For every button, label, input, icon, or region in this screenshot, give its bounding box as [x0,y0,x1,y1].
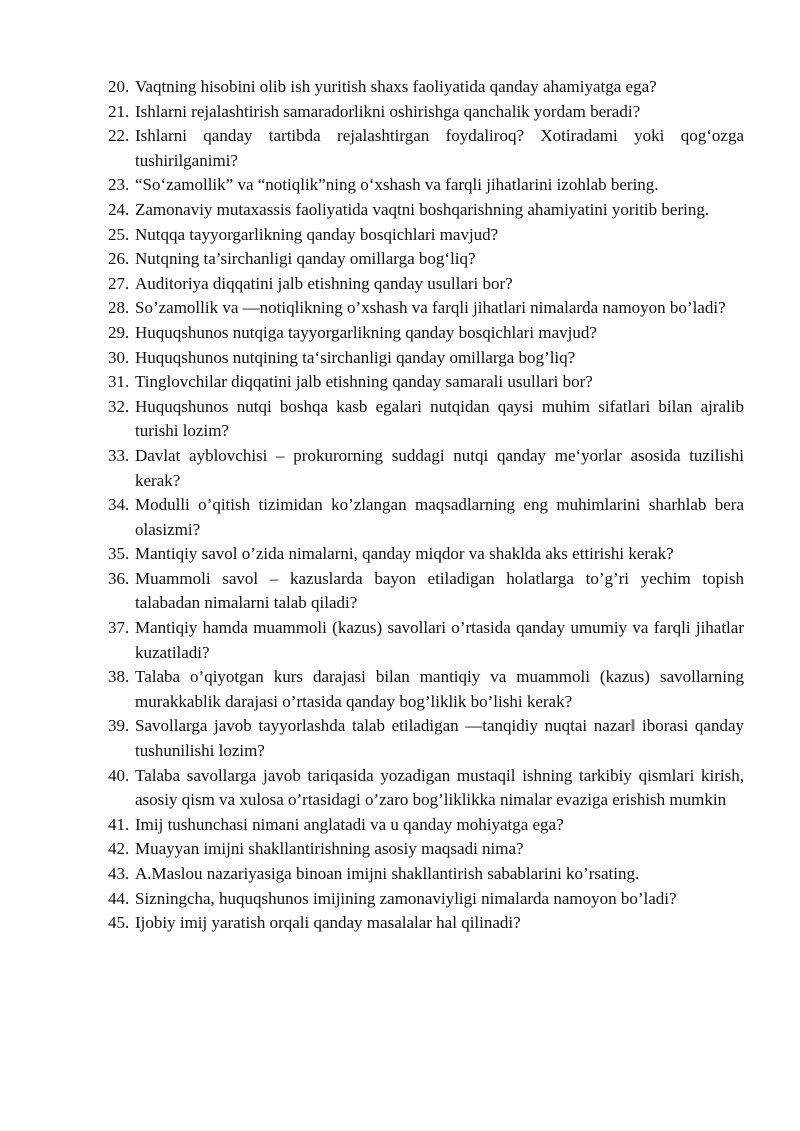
question-text: Talaba o’qiyotgan kurs darajasi bilan mantiqiy va muammoli (kazus) savollarning murakkablik darajasi o’rtasida qanday bog’liklik bo’lishi kerak? [135,667,744,711]
question-item-31 [108,370,744,395]
question-text: Muammoli savol – kazuslarda bayon etiladigan holatlarga to’g’ri yechim topish talabadan nimalarni talab qiladi? [135,568,744,613]
question-number: 39. [108,716,130,736]
question-number: 30. [108,347,130,367]
question-text: Ijobiy imij yaratish orqali qanday masalalar hal qilinadi? [135,913,521,933]
question-item-23 [108,173,744,198]
question-text: Davlat ayblovchisi – prokurorning suddagi nutqi qanday me‘yorlar asosida tuzilishi kerak? [135,445,744,490]
question-number: 45. [108,913,130,933]
question-number: 31. [108,372,130,392]
question-item-34 [108,493,744,542]
question-number: 41. [108,814,130,834]
question-item-39 [108,714,744,763]
question-item-32 [108,395,744,444]
question-text: So’zamollik va ―notiqlikning o’xshash va farqli jihatlari nimalarda namoyon bo’ladi? [135,298,726,318]
question-text: Imij tushunchasi nimani anglatadi va u qanday mohiyatga ega? [135,814,564,834]
question-item-27 [108,272,744,297]
question-item-20 [108,75,744,100]
question-text: Zamonaviy mutaxassis faoliyatida vaqtni boshqarishning ahamiyatini yoritib bering. [135,199,710,219]
question-number: 43. [108,864,130,883]
question-number: 40. [108,765,130,785]
question-item-45 [108,911,744,936]
question-number: 23. [108,175,130,195]
question-text: Huquqshunos nutqiga tayyorgarlikning qanday bosqichlari mavjud? [135,322,597,342]
question-text: Tinglovchilar diqqatini jalb etishning qanday samarali usullari bor? [135,372,593,392]
question-item-41 [108,813,744,838]
question-text: Modulli o’qitish tizimidan ko’zlangan maqsadlarning eng muhimlarini sharhlab bera olasizmi? [135,495,744,539]
question-item-43 [108,862,744,887]
question-item-37 [108,616,744,665]
question-text: Huquqshunos nutqi boshqa kasb egalari nutqidan qaysi muhim sifatlari bilan ajralib turishi lozim? [135,396,744,441]
question-text: Sizningcha, huquqshunos imijining zamonaviyligi nimalarda namoyon bo’ladi? [135,888,677,908]
question-item-28 [108,296,744,321]
question-item-42 [108,837,744,862]
question-item-24 [108,198,744,223]
question-number: 29. [108,322,130,342]
question-number: 33. [108,445,130,465]
question-text: Mantiqiy savol o’zida nimalarni, qanday miqdor va shaklda aks ettirishi kerak? [135,544,674,564]
question-text: Muayyan imijni shakllantirishning asosiy maqsadi nima? [135,839,524,859]
question-number: 21. [108,101,130,121]
question-number: 38. [108,667,130,687]
question-number: 34. [108,495,130,515]
question-text: Mantiqiy hamda muammoli (kazus) savollari o’rtasida qanday umumiy va farqli jihatlar kuzatiladi? [135,618,744,662]
question-number: 35. [108,544,130,564]
question-text: “So‘zamollik” va “notiqlik”ning o‘xshash va farqli jihatlarini izohlab bering. [135,175,659,195]
question-text: A.Maslou nazariyasiga binoan imijni shakllantirish sabablarini ko’rsating. [135,864,640,883]
question-item-30 [108,346,744,371]
question-number: 28. [108,298,130,318]
question-text: Savollarga javob tayyorlashda talab etiladigan ―tanqidiy nuqtai nazar‖ iborasi qanday tushunilishi lozim? [135,716,744,761]
question-text: Nutqning ta’sirchanligi qanday omillarga bog‘liq? [135,249,476,269]
question-text: Talaba savollarga javob tariqasida yozadigan mustaqil ishning tarkibiy qismlari kirish, asosiy qism va xulosa o’rtasidagi o’zaro bog’liklikka nimalar evaziga erishish mumkin [135,765,744,810]
question-item-22 [108,124,744,173]
question-number: 27. [108,273,130,293]
question-number: 22. [108,126,130,146]
question-number: 20. [108,77,130,96]
question-text: Auditoriya diqqatini jalb etishning qanday usullari bor? [135,273,513,293]
question-number: 42. [108,839,130,859]
question-text: Nutqqa tayyorgarlikning qanday bosqichlari mavjud? [135,224,499,244]
question-text: Ishlarni qanday tartibda rejalashtirgan foydaliroq? Xotiradami yoki qog‘ozga tushirilganimi? [135,126,744,170]
question-number: 37. [108,618,130,638]
question-text: Huquqshunos nutqining ta‘sirchanligi qanday omillarga bog’liq? [135,347,576,367]
question-item-25 [108,223,744,248]
question-item-21 [108,100,744,125]
question-text: Ishlarni rejalashtirish samaradorlikni oshirishga qanchalik yordam beradi? [135,101,641,121]
question-number: 32. [108,396,130,416]
question-list [108,75,744,936]
question-item-35 [108,542,744,567]
question-number: 36. [108,568,130,588]
question-item-36 [108,567,744,616]
question-item-40 [108,764,744,813]
question-number: 24. [108,199,130,219]
question-item-29 [108,321,744,346]
question-item-26 [108,247,744,272]
question-item-38 [108,665,744,714]
question-item-33 [108,444,744,493]
question-number: 44. [108,888,130,908]
question-number: 26. [108,249,130,269]
question-text: Vaqtning hisobini olib ish yuritish shaxs faoliyatida qanday ahamiyatga ega? [135,77,657,96]
question-number: 25. [108,224,130,244]
question-item-44 [108,887,744,912]
